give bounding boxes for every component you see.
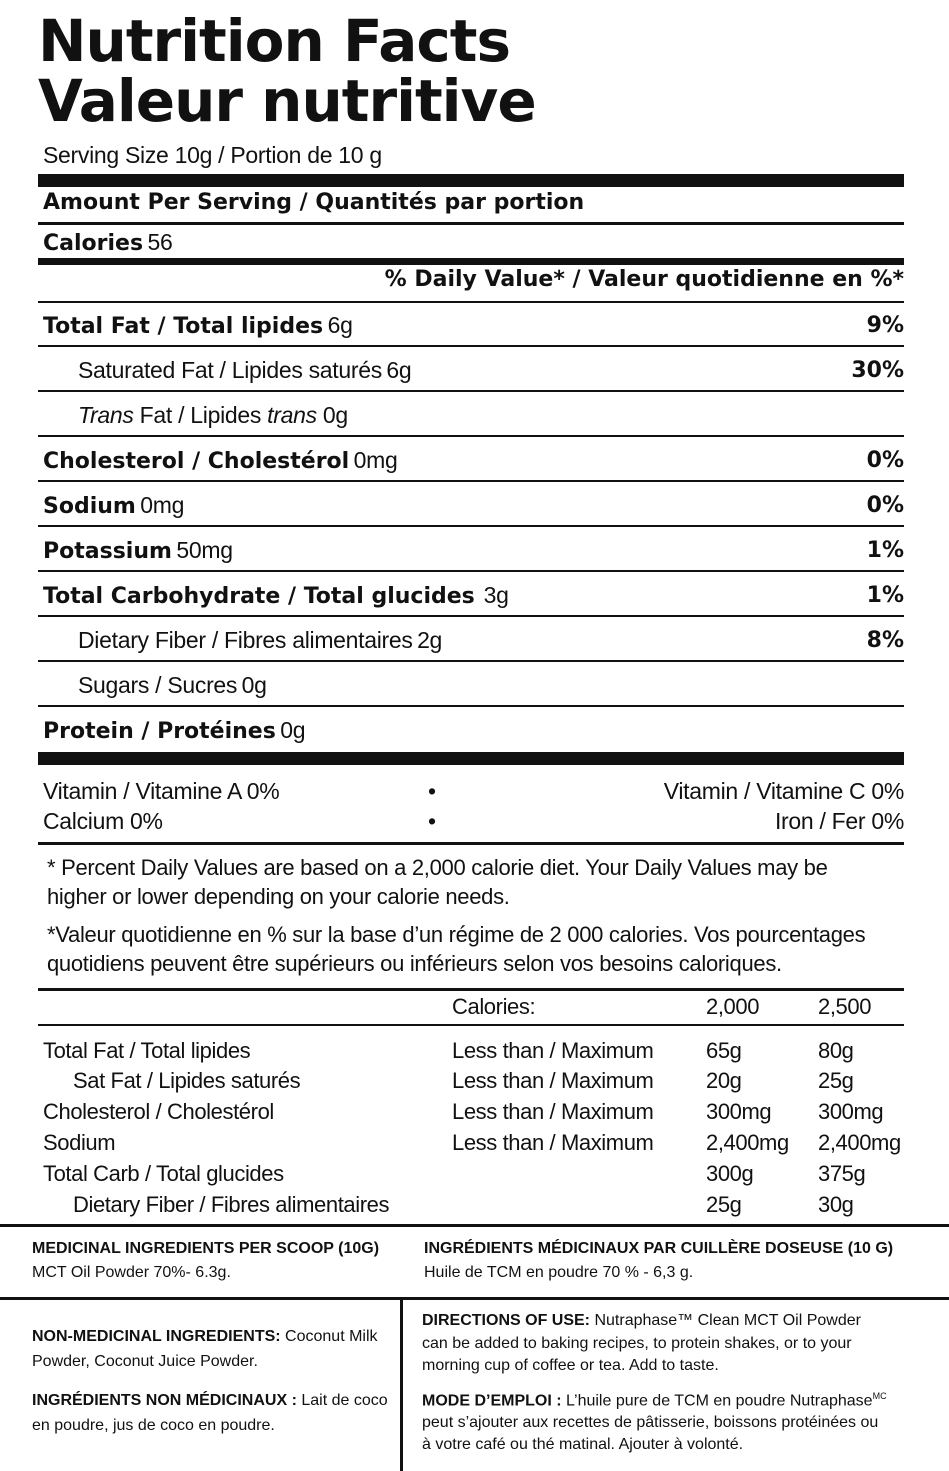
- dv-table-col2-header: 2,500: [818, 994, 872, 1019]
- nutrient-row-saturated-fat: [38, 348, 904, 392]
- vertical-divider: [400, 1297, 403, 1471]
- rule: [38, 1024, 904, 1026]
- nutrient-label: Total Fat / Total lipides: [43, 313, 324, 339]
- footnote-en-line2: higher or lower depending on your calorie needs.: [47, 884, 510, 909]
- nutrient-amount: 6g: [327, 311, 353, 338]
- rule: [38, 435, 904, 437]
- directions-en-line2: can be added to baking recipes, to protein shakes, or to your: [422, 1335, 852, 1352]
- amount-per-serving: Amount Per Serving / Quantités par portion: [43, 190, 585, 215]
- trans-label-italic-fr: trans: [267, 401, 317, 428]
- non-medicinal-title-en: NON-MEDICINAL INGREDIENTS:: [32, 1328, 281, 1345]
- calories-label: Calories: [43, 231, 144, 256]
- non-medicinal-en-line1: [32, 1328, 378, 1346]
- medicinal-title-fr: INGRÉDIENTS MÉDICINAUX PAR CUILLÈRE DOSEUSE (10 G): [424, 1240, 894, 1257]
- dv-table-row-c1: 300mg: [706, 1099, 772, 1124]
- calcium: Calcium 0%: [43, 808, 163, 834]
- directions-fr-sup: MC: [872, 1391, 887, 1401]
- dv-table-row-c1: 25g: [706, 1192, 742, 1217]
- medicinal-text-en: MCT Oil Powder 70%- 6.3g.: [32, 1264, 231, 1281]
- directions-en-line3: morning cup of coffee or tea. Add to taste.: [422, 1357, 719, 1374]
- rule: [38, 705, 904, 707]
- non-medicinal-title-fr: INGRÉDIENTS NON MÉDICINAUX :: [32, 1392, 297, 1409]
- non-medicinal-text-fr: Lait de coco: [296, 1392, 388, 1409]
- nutrient-dv: 0%: [866, 447, 904, 473]
- nutrient-amount: 6g: [386, 356, 412, 383]
- footnote-en-line1: * Percent Daily Values are based on a 2,000 calorie diet. Your Daily Values may be: [47, 855, 828, 880]
- dv-table-row-c1: 300g: [706, 1161, 754, 1186]
- nutrient-label: Saturated Fat / Lipides saturés: [78, 356, 382, 383]
- bullet: •: [428, 778, 436, 804]
- dv-table-row-c1: 2,400mg: [706, 1130, 789, 1155]
- directions-en-line1: [422, 1312, 861, 1330]
- calories-value: 56: [147, 229, 173, 255]
- nutrient-amount: 0mg: [353, 446, 398, 473]
- trans-label-italic: Trans: [78, 401, 134, 428]
- nutrient-amount: 0g: [322, 401, 348, 428]
- serving-size: Serving Size 10g / Portion de 10 g: [43, 142, 382, 168]
- dv-table-row-name: Total Fat / Total lipides: [43, 1038, 251, 1063]
- nutrient-amount: 2g: [417, 626, 443, 653]
- nutrient-row-cholesterol: [38, 438, 904, 482]
- footnote-fr-line2: quotidiens peuvent être supérieurs ou inférieurs selon vos besoins caloriques.: [47, 951, 782, 976]
- nutrient-label: Total Carbohydrate / Total glucides: [43, 583, 475, 609]
- dv-table-row-name: Cholesterol / Cholestérol: [43, 1099, 274, 1124]
- dv-table-row-limit: Less than / Maximum: [452, 1038, 654, 1063]
- dv-table-row-limit: Less than / Maximum: [452, 1099, 654, 1124]
- nutrient-dv: 30%: [851, 357, 904, 383]
- directions-fr-line2: peut s’ajouter aux recettes de pâtisserie, boissons protéinées ou: [422, 1414, 879, 1431]
- dv-table-row-name: Dietary Fiber / Fibres alimentaires: [73, 1192, 390, 1217]
- nutrient-dv: 8%: [866, 627, 904, 653]
- nutrient-amount: 0g: [280, 716, 306, 743]
- dv-table-row-c2: 30g: [818, 1192, 854, 1217]
- non-medicinal-fr-line2: en poudre, jus de coco en poudre.: [32, 1417, 275, 1434]
- nutrient-amount: 50mg: [176, 536, 233, 563]
- medium-rule: [38, 258, 904, 265]
- medicinal-title-en: MEDICINAL INGREDIENTS PER SCOOP (10G): [32, 1240, 380, 1257]
- dv-table-row-limit: Less than / Maximum: [452, 1068, 654, 1093]
- nutrient-amount: 0g: [241, 671, 267, 698]
- dv-table-row-c2: 2,400mg: [818, 1130, 901, 1155]
- nutrient-dv: 0%: [866, 492, 904, 518]
- calories-row: [43, 229, 173, 256]
- nutrient-label: Potassium: [43, 538, 172, 564]
- nutrient-label: Sodium: [43, 493, 136, 519]
- rule: [38, 345, 904, 347]
- nutrient-row-sodium: [38, 483, 904, 527]
- vitamin-a: Vitamin / Vitamine A 0%: [43, 778, 280, 804]
- rule: [38, 222, 904, 225]
- nutrient-row-potassium: [38, 528, 904, 572]
- dv-table-row-name: Sat Fat / Lipides saturés: [73, 1068, 301, 1093]
- directions-fr-line1: [422, 1391, 887, 1410]
- nutrient-label: Sugars / Sucres: [78, 671, 238, 698]
- medicinal-text-fr: Huile de TCM en poudre 70 % - 6,3 g.: [424, 1264, 694, 1281]
- nutrient-dv: 9%: [866, 312, 904, 338]
- full-rule-medicinal: [0, 1224, 949, 1227]
- non-medicinal-text-en: Coconut Milk: [280, 1328, 378, 1345]
- dv-table-row-c2: 80g: [818, 1038, 854, 1063]
- daily-value-header: % Daily Value* / Valeur quotidienne en %*: [384, 267, 904, 292]
- directions-text-en: Nutraphase™ Clean MCT Oil Powder: [590, 1312, 861, 1329]
- rule: [38, 570, 904, 572]
- nutrient-dv: 1%: [866, 582, 904, 608]
- bullet: •: [428, 808, 436, 834]
- title-french: Valeur nutritive: [38, 67, 536, 135]
- thick-rule-top: [38, 174, 904, 187]
- non-medicinal-fr-line1: [32, 1392, 388, 1410]
- nutrient-label: Dietary Fiber / Fibres alimentaires: [78, 626, 413, 653]
- nutrient-row-trans-fat: [38, 393, 904, 437]
- nutrient-amount: 3g: [483, 581, 509, 608]
- thick-rule-vitamins: [38, 752, 904, 765]
- nutrient-dv: 1%: [866, 537, 904, 563]
- directions-text-fr: L’huile pure de TCM en poudre Nutraphase: [561, 1392, 873, 1410]
- nutrient-row-sugars: [38, 663, 904, 707]
- title-english: Nutrition Facts: [38, 7, 510, 75]
- rule: [38, 525, 904, 527]
- non-medicinal-en-line2: Powder, Coconut Juice Powder.: [32, 1353, 258, 1370]
- dv-table-row-name: Sodium: [43, 1130, 116, 1155]
- nutrient-label: Fat / Lipides: [133, 401, 268, 428]
- directions-title-en: DIRECTIONS OF USE:: [422, 1312, 591, 1329]
- nutrient-label: Cholesterol / Cholestérol: [43, 448, 350, 474]
- rule: [38, 660, 904, 662]
- dv-table-row-name: Total Carb / Total glucides: [43, 1161, 284, 1186]
- dv-table-calories-label: Calories:: [452, 994, 536, 1019]
- rule: [38, 390, 904, 392]
- rule: [38, 988, 904, 991]
- full-rule-bottom: [0, 1297, 949, 1300]
- directions-title-fr: MODE D’EMPLOI :: [422, 1392, 562, 1410]
- directions-fr-line3: à votre café ou thé matinal. Ajouter à volonté.: [422, 1436, 744, 1453]
- rule: [38, 615, 904, 617]
- nutrient-row-protein: [38, 708, 904, 752]
- dv-table-row-c2: 25g: [818, 1068, 854, 1093]
- dv-table-row-c1: 65g: [706, 1038, 742, 1063]
- nutrient-label: Protein / Protéines: [43, 718, 276, 744]
- dv-table-col1-header: 2,000: [706, 994, 760, 1019]
- vitamin-c: Vitamin / Vitamine C 0%: [663, 778, 904, 804]
- footnote-fr-line1: *Valeur quotidienne en % sur la base d’un régime de 2 000 calories. Vos pourcentages: [47, 922, 866, 947]
- nutrient-row-dietary-fiber: [38, 618, 904, 662]
- dv-table-row-limit: Less than / Maximum: [452, 1130, 654, 1155]
- dv-table-row-c1: 20g: [706, 1068, 742, 1093]
- dv-table-row-c2: 300mg: [818, 1099, 884, 1124]
- nutrient-amount: 0mg: [140, 491, 185, 518]
- iron: Iron / Fer 0%: [774, 808, 904, 834]
- rule: [38, 842, 904, 845]
- nutrient-row-total-fat: [38, 303, 904, 347]
- nutrient-row-total-carbohydrate: [38, 573, 904, 617]
- rule: [38, 480, 904, 482]
- dv-table-row-c2: 375g: [818, 1161, 866, 1186]
